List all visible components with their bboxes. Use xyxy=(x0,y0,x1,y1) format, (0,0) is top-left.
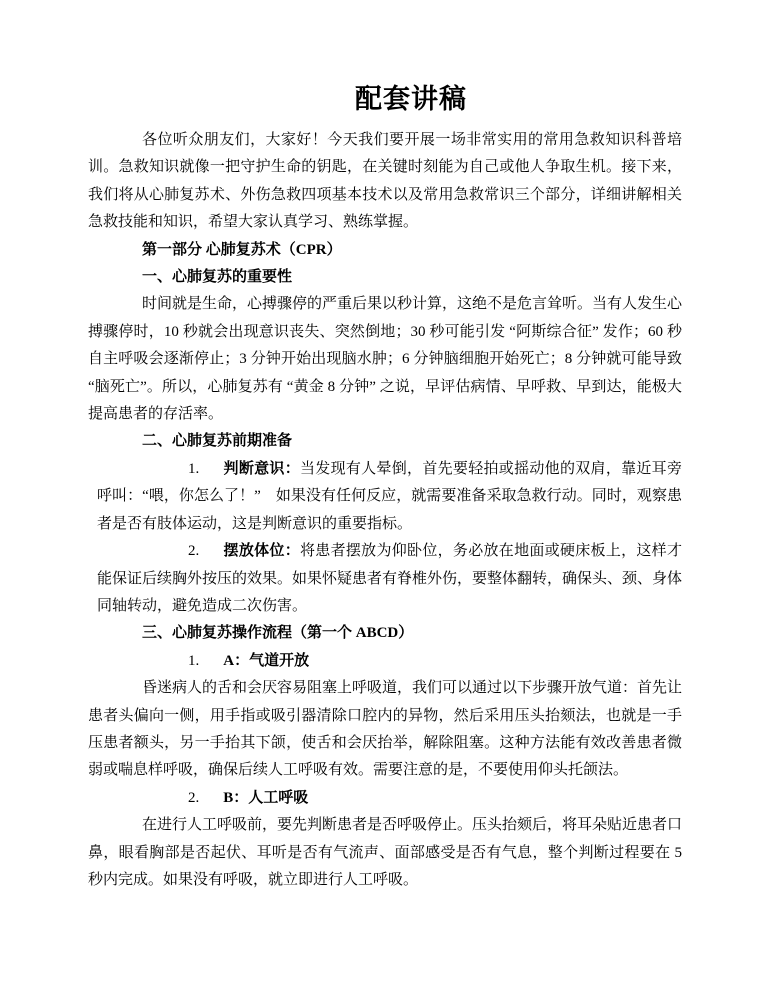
list-item-label: B：人工呼吸 xyxy=(223,789,309,806)
list-item-label: 摆放体位： xyxy=(223,543,300,560)
paragraph-airway-detail: 昏迷病人的舌和会厌容易阻塞上呼吸道，我们可以通过以下步骤开放气道：首先让患者头偏向一侧，用手指或吸引器清除口腔内的异物，然后采用压头抬颏法，也就是一手压患者额头，另一手抬其下颌，使舌和会厌抬举，解除阻塞。这种方法能有效改善患者微弱或喘息样呼吸，确保后续人工呼吸有效。需要注意的是，不要使用仰头托颌法。 xyxy=(88,680,683,779)
paragraph-importance: 时间就是生命，心搏骤停的严重后果以秒计算，这绝不是危言耸听。当有人发生心搏骤停时，10 秒就会出现意识丧失、突然倒地；30 秒可能引发 “阿斯综合征” 发作；60 秒自主呼吸会逐渐停止；3 分钟开始出现脑水肿；6 分钟脑细胞开始死亡；8 分钟就可能导致 “脑死亡”。所以，心肺复苏有 “黄金 8 分钟” 之说，早评估病情、早呼救、早到达，能极大提高患者的存活率。 xyxy=(88,296,683,423)
heading-part1-cpr: 第一部分 心肺复苏术（CPR） xyxy=(142,241,342,258)
list-item-label: 判断意识： xyxy=(223,460,300,477)
paragraph-breathing-detail: 在进行人工呼吸前，要先判断患者是否呼吸停止。压头抬颏后，将耳朵贴近患者口鼻，眼看胸部是否起伏、耳听是否有气流声、面部感受是否有气息，整个判断过程要在 5 秒内完成。如果没有呼吸，就立即进行人工呼吸。 xyxy=(88,817,683,888)
list-item-a-airway xyxy=(88,648,682,675)
list-item-number: 2. xyxy=(188,789,200,806)
list-item-number: 1. xyxy=(188,652,200,669)
heading-section2-preparation: 二、心肺复苏前期准备 xyxy=(142,433,293,450)
list-item-number: 1. xyxy=(188,460,200,477)
list-item-text: 当发现有人晕倒，首先要轻拍或摇动他的双肩，靠近耳旁呼叫：“喂，你怎么了！” 如果没有任何反应，就需要准备采取急救行动。同时，观察患者是否有肢体运动，这是判断意识的重要指标。 xyxy=(97,460,682,532)
list-item-judge-consciousness xyxy=(88,456,682,538)
list-item-position xyxy=(88,538,682,620)
heading-section3-procedure: 三、心肺复苏操作流程（第一个 ABCD） xyxy=(142,625,414,642)
list-item-b-breathing xyxy=(88,785,682,812)
heading-section1-importance: 一、心肺复苏的重要性 xyxy=(142,269,293,286)
document-title: 配套讲稿 xyxy=(355,84,467,114)
paragraph-intro: 各位听众朋友们，大家好！今天我们要开展一场非常实用的常用急救知识科普培训。急救知识就像一把守护生命的钥匙，在关键时刻能为自己或他人争取生机。接下来，我们将从心肺复苏术、外伤急救四项基本技术以及常用急救常识三个部分，详细讲解相关急救技能和知识，希望大家认真学习、熟练掌握。 xyxy=(88,132,682,231)
list-item-number: 2. xyxy=(188,543,200,560)
list-item-text: 将患者摆放为仰卧位，务必放在地面或硬床板上，这样才能保证后续胸外按压的效果。如果怀疑患者有脊椎外伤，要整体翻转，确保头、颈、身体同轴转动，避免造成二次伤害。 xyxy=(97,543,683,614)
list-item-label: A：气道开放 xyxy=(223,652,310,669)
document-body xyxy=(88,127,682,894)
